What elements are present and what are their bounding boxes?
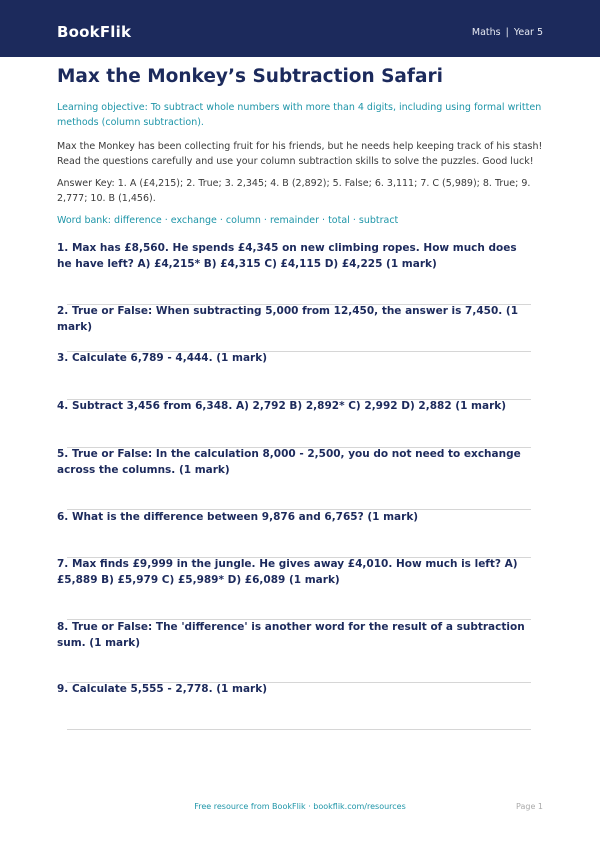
question-5: 5. True or False: In the calculation 8,000 - 2,500, you do not need to exchange across the columns. (1 mark) — [57, 448, 521, 476]
worksheet-intro — [57, 65, 543, 228]
footer-note: Free resource from BookFlik · bookflik.com/resources — [194, 802, 406, 811]
question-7: 7. Max finds £9,999 in the jungle. He gives away £4,010. How much is left? A) £5,889 B) £5,979 C) £5,989* D) £6,089 (1 mark) — [57, 558, 518, 586]
meta-separator: | — [505, 27, 509, 38]
question-4: 4. Subtract 3,456 from 6,348. A) 2,792 B) 2,892* C) 2,992 D) 2,882 (1 mark) — [57, 400, 507, 412]
question-8: 8. True or False: The 'difference' is another word for the result of a subtraction sum. (1 mark) — [57, 621, 525, 649]
word-bank: Word bank: difference · exchange · column · remainder · total · subtract — [57, 215, 399, 226]
question-9: 9. Calculate 5,555 - 2,778. (1 mark) — [57, 683, 268, 695]
header-bar — [0, 0, 600, 57]
question-1: 1. Max has £8,560. He spends £4,345 on new climbing ropes. How much does he have left? A) £4,215* B) £4,315 C) £4,115 D) £4,225 (1 mark) — [57, 242, 517, 270]
question-6: 6. What is the difference between 9,876 and 6,765? (1 mark) — [57, 511, 419, 523]
answer-key: Answer Key: 1. A (£4,215); 2. True; 3. 2,345; 4. B (2,892); 5. False; 6. 3,111; 7. C (5,989); 8. True; 9. 2,777; 10. B (1,456). — [57, 178, 531, 204]
year-label: Year 5 — [513, 27, 543, 38]
intro-text: Max the Monkey has been collecting fruit for his friends, but he needs help keeping track of his stash! Read the questions carefully and use your column subtraction skills to solve the puzzles. Good luck! — [57, 141, 543, 167]
question-3: 3. Calculate 6,789 - 4,444. (1 mark) — [57, 352, 268, 364]
page-number: Page 1 — [516, 802, 543, 811]
header-meta — [472, 27, 543, 38]
brand-logo-text: BookFlik — [57, 23, 132, 41]
subject-label: Maths — [471, 27, 501, 38]
page-title: Max the Monkey’s Subtraction Safari — [57, 66, 443, 87]
learning-objective: Learning objective: To subtract whole numbers with more than 4 digits, including using formal written methods (column subtraction). — [57, 102, 542, 128]
question-2: 2. True or False: When subtracting 5,000 from 12,450, the answer is 7,450. (1 mark) — [57, 305, 519, 333]
answer-line — [67, 729, 531, 730]
